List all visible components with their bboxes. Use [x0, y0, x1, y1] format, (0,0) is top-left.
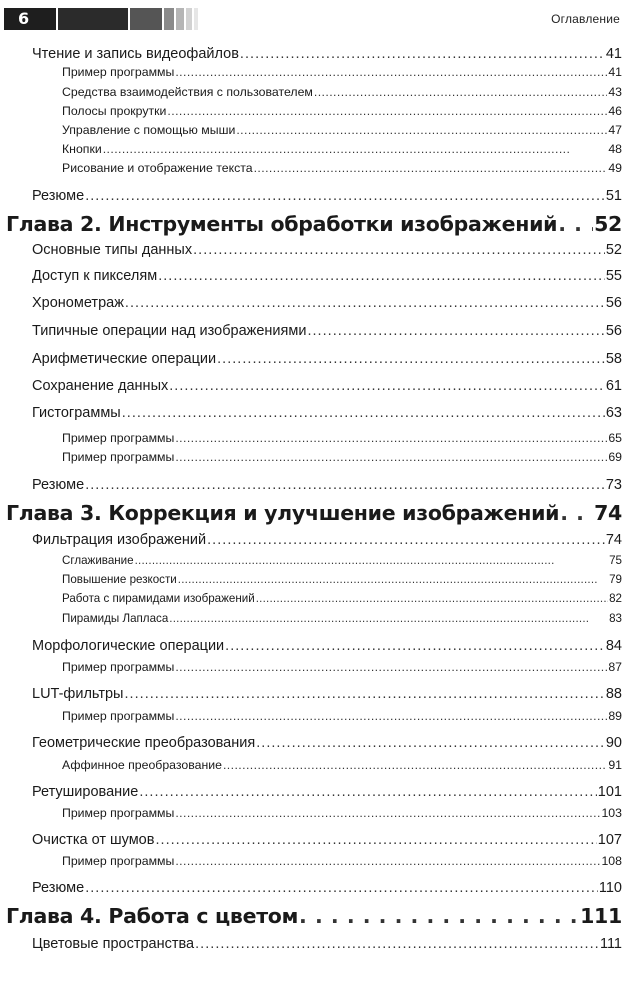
toc-entry — [32, 532, 622, 552]
toc-entry-page: 107 — [597, 832, 622, 848]
dot-leader — [193, 242, 605, 258]
toc-entry-title: Арифметические операции — [32, 351, 217, 367]
toc-entry — [62, 660, 622, 676]
toc-entry-title: Аффинное преобразование — [62, 758, 222, 772]
dot-leader — [122, 405, 605, 421]
toc-entry — [32, 46, 622, 66]
dot-leader — [314, 85, 607, 99]
toc-entry — [62, 554, 622, 569]
dot-leader — [125, 295, 605, 311]
toc-entry — [62, 85, 622, 101]
toc-entry-page: 69 — [608, 450, 622, 464]
toc-entry — [62, 431, 622, 447]
toc-entry — [62, 612, 622, 627]
dot-leader — [175, 65, 607, 79]
toc-entry — [62, 142, 622, 158]
dot-leader — [85, 188, 605, 204]
toc-entry — [62, 104, 622, 120]
toc-entry-title: Пример программы — [62, 854, 175, 868]
dot-leader — [175, 450, 607, 464]
toc-entry-title: Доступ к пикселям — [32, 268, 158, 284]
dot-leader — [236, 123, 607, 137]
dot-leader — [158, 268, 605, 284]
toc-entry-title: Повышение резкости — [62, 573, 177, 586]
header-bar-segment — [164, 8, 174, 30]
toc-entry — [32, 378, 622, 398]
toc-entry-page: 111 — [580, 904, 622, 928]
toc-entry — [32, 686, 622, 706]
toc-entry — [62, 123, 622, 139]
toc-entry — [32, 242, 622, 262]
toc-entry-page: 52 — [605, 242, 622, 258]
toc-entry-page: 111 — [599, 936, 622, 952]
toc-entry-title: Типичные операции над изображениями — [32, 323, 307, 339]
dot-leader — [175, 660, 607, 674]
toc-entry-page: 103 — [601, 806, 622, 820]
toc-entry-page: 43 — [608, 85, 622, 99]
toc-entry-page: 58 — [605, 351, 622, 367]
dot-leader — [254, 161, 608, 175]
dot-leader — [225, 638, 605, 654]
dot-leader — [178, 573, 608, 586]
toc-entry-title: Полосы прокрутки — [62, 104, 167, 118]
toc-entry — [62, 65, 622, 81]
toc-entry-page: 79 — [609, 573, 622, 586]
dot-leader — [124, 686, 604, 702]
toc-entry-page: 41 — [605, 46, 622, 62]
toc-entry-title: Очистка от шумов — [32, 832, 155, 848]
dot-leader — [240, 46, 605, 62]
toc-entry-page: 46 — [608, 104, 622, 118]
toc-entry-title: Геометрические преобразования — [32, 735, 256, 751]
toc-entry-page: 52 — [594, 212, 622, 236]
toc-entry-title: Глава 4. Работа с цветом — [6, 904, 299, 928]
toc-entry-page: 82 — [609, 592, 622, 605]
toc-entry-title: Пример программы — [62, 431, 175, 445]
toc-entry-page: 51 — [605, 188, 622, 204]
toc-entry-title: Сохранение данных — [32, 378, 169, 394]
running-title: Оглавление — [551, 12, 620, 26]
toc-entry — [62, 592, 622, 607]
toc-entry-title: Фильтрация изображений — [32, 532, 207, 548]
toc-entry-title: Хронометраж — [32, 295, 124, 311]
toc-chapter — [6, 904, 622, 932]
toc-entry-page: 89 — [608, 709, 622, 723]
toc-entry-page: 101 — [597, 784, 622, 800]
toc-entry-page: 73 — [605, 477, 622, 493]
toc-entry-page: 75 — [609, 554, 622, 567]
toc-entry-page: 91 — [608, 758, 622, 772]
toc-entry-title: Пирамиды Лапласа — [62, 612, 169, 625]
header-bar-segment — [194, 8, 198, 30]
toc-entry — [32, 405, 622, 425]
toc-entry-page: 55 — [605, 268, 622, 284]
toc-entry-page: 47 — [608, 123, 622, 137]
toc-entry — [32, 735, 622, 755]
toc-entry — [62, 573, 622, 588]
toc-entry-page: 63 — [605, 405, 622, 421]
toc-entry — [62, 758, 622, 774]
toc-entry — [32, 323, 622, 343]
dot-leader — [195, 936, 599, 952]
dot-leader — [135, 554, 608, 567]
toc-entry-title: Резюме — [32, 880, 85, 896]
toc-entry-title: Гистограммы — [32, 405, 121, 421]
toc-entry-page: 87 — [608, 660, 622, 674]
toc-entry — [32, 638, 622, 658]
toc-entry-title: Сглаживание — [62, 554, 134, 567]
dot-leader — [207, 532, 605, 548]
dot-leader — [299, 904, 579, 928]
toc-entry-title: Ретуширование — [32, 784, 139, 800]
toc-entry-title: Чтение и запись видеофайлов — [32, 46, 239, 62]
toc-entry-title: Морфологические операции — [32, 638, 225, 654]
toc-entry — [62, 709, 622, 725]
toc-entry-title: Основные типы данных — [32, 242, 193, 258]
toc-entry-title: Глава 2. Инструменты обработки изображений — [6, 212, 558, 236]
dot-leader — [175, 431, 607, 445]
toc-entry — [62, 450, 622, 466]
toc-entry-title: Пример программы — [62, 660, 175, 674]
toc-entry — [32, 936, 622, 956]
dot-leader — [155, 832, 596, 848]
dot-leader — [558, 212, 593, 236]
toc-entry-page: 41 — [608, 65, 622, 79]
toc-entry — [32, 295, 622, 315]
toc-entry-title: Кнопки — [62, 142, 102, 156]
header-bar-segment — [176, 8, 184, 30]
toc-entry-page: 74 — [594, 501, 622, 525]
dot-leader — [103, 142, 608, 156]
toc-entry-title: Пример программы — [62, 806, 175, 820]
dot-leader — [223, 758, 607, 772]
toc-entry-page: 56 — [605, 295, 622, 311]
dot-leader — [217, 351, 605, 367]
page-number: 6 — [4, 8, 56, 30]
toc-entry-title: Пример программы — [62, 450, 175, 464]
dot-leader — [85, 477, 605, 493]
header-bar-segment — [58, 8, 128, 30]
toc-entry — [32, 351, 622, 371]
dot-leader — [175, 709, 607, 723]
dot-leader — [175, 806, 600, 820]
toc-entry — [32, 268, 622, 288]
dot-leader — [307, 323, 604, 339]
toc-entry — [32, 832, 622, 852]
toc-entry — [32, 188, 622, 208]
toc-entry — [62, 806, 622, 822]
toc-chapter — [6, 212, 622, 240]
header-bar-segment — [130, 8, 162, 30]
dot-leader — [560, 501, 593, 525]
toc-entry-page: 56 — [605, 323, 622, 339]
header-bar-segment — [186, 8, 192, 30]
toc-entry-page: 108 — [601, 854, 622, 868]
toc-entry-page: 83 — [609, 612, 622, 625]
dot-leader — [85, 880, 598, 896]
dot-leader — [169, 378, 605, 394]
toc-entry — [62, 161, 622, 177]
toc-entry — [62, 854, 622, 870]
toc-entry-title: Работа с пирамидами изображений — [62, 592, 255, 605]
toc-entry-title: Пример программы — [62, 65, 175, 79]
toc-entry-title: LUT-фильтры — [32, 686, 124, 702]
dot-leader — [169, 612, 608, 625]
toc-entry-page: 74 — [605, 532, 622, 548]
toc-entry-page: 49 — [608, 161, 622, 175]
toc-entry-title: Средства взаимодействия с пользователем — [62, 85, 313, 99]
toc-entry — [32, 880, 622, 900]
toc-entry-page: 110 — [598, 880, 622, 896]
toc-entry-title: Цветовые пространства — [32, 936, 195, 952]
toc-chapter — [6, 501, 622, 529]
toc-entry-page: 90 — [605, 735, 622, 751]
dot-leader — [167, 104, 607, 118]
dot-leader — [256, 735, 605, 751]
toc-entry-page: 84 — [605, 638, 622, 654]
toc-entry-title: Управление с помощью мыши — [62, 123, 236, 137]
toc-entry-page: 48 — [608, 142, 622, 156]
dot-leader — [256, 592, 608, 605]
toc-entry-page: 61 — [605, 378, 622, 394]
toc-entry-title: Глава 3. Коррекция и улучшение изображений — [6, 501, 560, 525]
page-header — [0, 0, 630, 36]
toc-entry-title: Резюме — [32, 188, 85, 204]
dot-leader — [175, 854, 600, 868]
toc-entry — [32, 784, 622, 804]
toc-entry-title: Пример программы — [62, 709, 175, 723]
toc-entry — [32, 477, 622, 497]
toc-entry-title: Резюме — [32, 477, 85, 493]
toc-entry-title: Рисование и отображение текста — [62, 161, 253, 175]
dot-leader — [139, 784, 596, 800]
toc-entry-page: 88 — [605, 686, 622, 702]
toc-entry-page: 65 — [608, 431, 622, 445]
